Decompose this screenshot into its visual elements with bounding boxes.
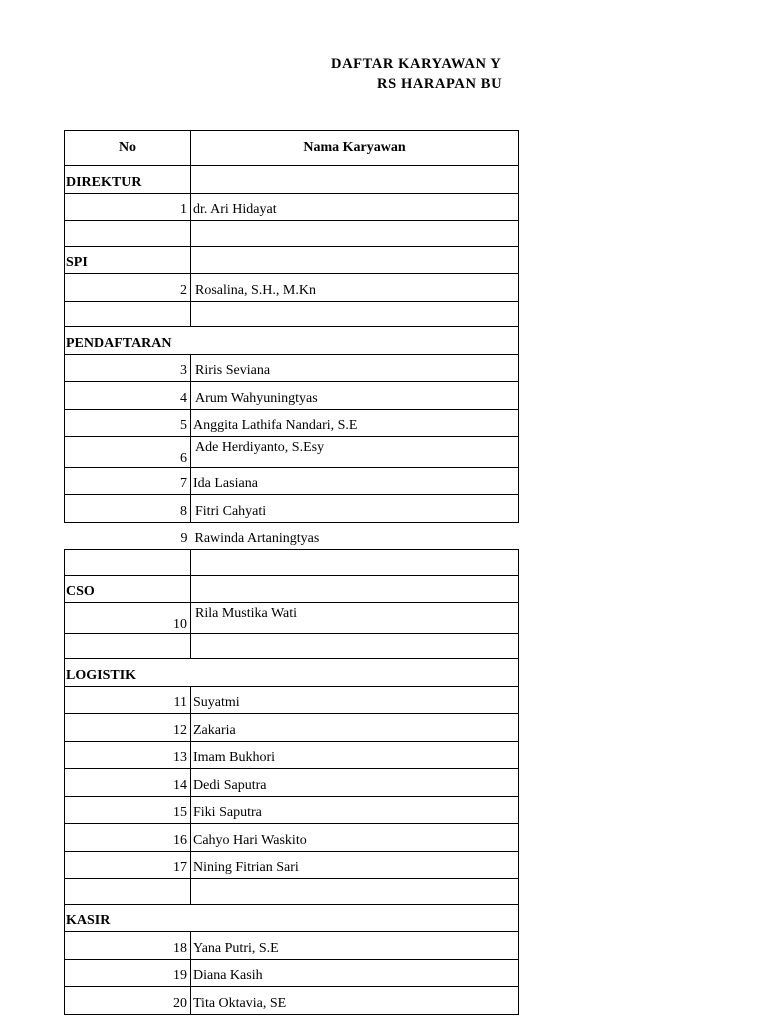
employee-number[interactable]: 2 [65, 274, 191, 302]
blank-row [65, 879, 519, 905]
employee-row [65, 467, 519, 495]
employee-name[interactable]: Rila Mustika Wati [191, 603, 519, 634]
blank-row [65, 550, 519, 576]
employee-number[interactable]: 10 [65, 603, 191, 634]
employee-name[interactable]: Arum Wahyuningtyas [191, 382, 519, 410]
section-row [65, 575, 519, 603]
employee-name[interactable]: Tita Oktavia, SE [191, 987, 519, 1015]
employee-name[interactable]: Cahyo Hari Waskito [191, 824, 519, 852]
empty-cell[interactable] [191, 550, 519, 576]
employee-table [64, 130, 519, 1015]
employee-row [65, 741, 519, 769]
employee-number[interactable]: 6 [65, 437, 191, 468]
employee-number[interactable]: 3 [65, 354, 191, 382]
table-header-row [65, 131, 519, 166]
blank-row [65, 221, 519, 247]
title-line-2: RS HARAPAN BU [377, 76, 503, 92]
employee-number[interactable]: 18 [65, 932, 191, 960]
employee-name[interactable]: Ida Lasiana [191, 467, 519, 495]
section-label[interactable]: SPI [65, 246, 191, 274]
section-label[interactable]: CSO [65, 575, 191, 603]
employee-name[interactable]: Anggita Lathifa Nandari, S.E [191, 409, 519, 437]
employee-row [65, 495, 519, 523]
employee-row [65, 354, 519, 382]
employee-name[interactable]: Fitri Cahyati [191, 495, 519, 523]
empty-cell[interactable] [65, 301, 191, 327]
employee-row [65, 382, 519, 410]
employee-number[interactable]: 14 [65, 769, 191, 797]
employee-row [65, 851, 519, 879]
employee-row [65, 437, 519, 468]
employee-number[interactable]: 20 [65, 987, 191, 1015]
employee-name[interactable]: Nining Fitrian Sari [191, 851, 519, 879]
empty-cell[interactable] [191, 879, 519, 905]
empty-cell[interactable] [65, 633, 191, 659]
employee-number[interactable]: 19 [65, 959, 191, 987]
section-row [65, 246, 519, 274]
section-row [65, 904, 519, 932]
employee-name[interactable]: Diana Kasih [191, 959, 519, 987]
blank-row [65, 301, 519, 327]
empty-cell[interactable] [191, 221, 519, 247]
employee-number[interactable]: 13 [65, 741, 191, 769]
employee-name[interactable]: Riris Seviana [191, 354, 519, 382]
employee-number[interactable]: 11 [65, 686, 191, 714]
title-clip [0, 0, 520, 130]
section-label[interactable]: KASIR [65, 904, 191, 932]
employee-row [65, 522, 519, 550]
employee-table-container [64, 130, 519, 1015]
employee-name[interactable]: Rawinda Artaningtyas [191, 522, 519, 550]
employee-name[interactable]: Imam Bukhori [191, 741, 519, 769]
section-row [65, 166, 519, 194]
section-row [65, 659, 519, 687]
employee-row [65, 959, 519, 987]
employee-number[interactable]: 17 [65, 851, 191, 879]
section-label[interactable]: PENDAFTARAN [65, 327, 191, 355]
employee-number[interactable]: 15 [65, 796, 191, 824]
employee-row [65, 409, 519, 437]
employee-number[interactable]: 9 [65, 522, 191, 550]
empty-cell[interactable] [65, 879, 191, 905]
empty-cell[interactable] [65, 550, 191, 576]
section-label[interactable]: DIREKTUR [65, 166, 191, 194]
employee-name[interactable]: Dedi Saputra [191, 769, 519, 797]
empty-cell[interactable] [191, 904, 519, 932]
employee-name[interactable]: Ade Herdiyanto, S.Esy [191, 437, 519, 468]
empty-cell[interactable] [191, 575, 519, 603]
employee-row [65, 769, 519, 797]
employee-number[interactable]: 8 [65, 495, 191, 523]
employee-row [65, 686, 519, 714]
employee-number[interactable]: 5 [65, 409, 191, 437]
employee-number[interactable]: 12 [65, 714, 191, 742]
employee-name[interactable]: Rosalina, S.H., M.Kn [191, 274, 519, 302]
header-name[interactable]: Nama Karyawan [191, 131, 519, 166]
empty-cell[interactable] [191, 327, 519, 355]
employee-name[interactable]: Yana Putri, S.E [191, 932, 519, 960]
blank-row [65, 633, 519, 659]
empty-cell[interactable] [191, 633, 519, 659]
empty-cell[interactable] [191, 166, 519, 194]
header-no[interactable]: No [65, 131, 191, 166]
employee-row [65, 987, 519, 1015]
employee-name[interactable]: Suyatmi [191, 686, 519, 714]
employee-name[interactable]: Fiki Saputra [191, 796, 519, 824]
document-title [0, 0, 768, 130]
employee-number[interactable]: 7 [65, 467, 191, 495]
employee-row [65, 932, 519, 960]
employee-row [65, 824, 519, 852]
empty-cell[interactable] [191, 246, 519, 274]
employee-number[interactable]: 1 [65, 193, 191, 221]
empty-cell[interactable] [191, 301, 519, 327]
section-row [65, 327, 519, 355]
employee-row [65, 714, 519, 742]
employee-row [65, 603, 519, 634]
employee-number[interactable]: 16 [65, 824, 191, 852]
empty-cell[interactable] [65, 221, 191, 247]
section-label[interactable]: LOGISTIK [65, 659, 191, 687]
employee-row [65, 274, 519, 302]
employee-name[interactable]: dr. Ari Hidayat [191, 193, 519, 221]
title-line-1: DAFTAR KARYAWAN Y [331, 56, 502, 72]
employee-number[interactable]: 4 [65, 382, 191, 410]
employee-row [65, 796, 519, 824]
employee-name[interactable]: Zakaria [191, 714, 519, 742]
employee-row [65, 193, 519, 221]
empty-cell[interactable] [191, 659, 519, 687]
